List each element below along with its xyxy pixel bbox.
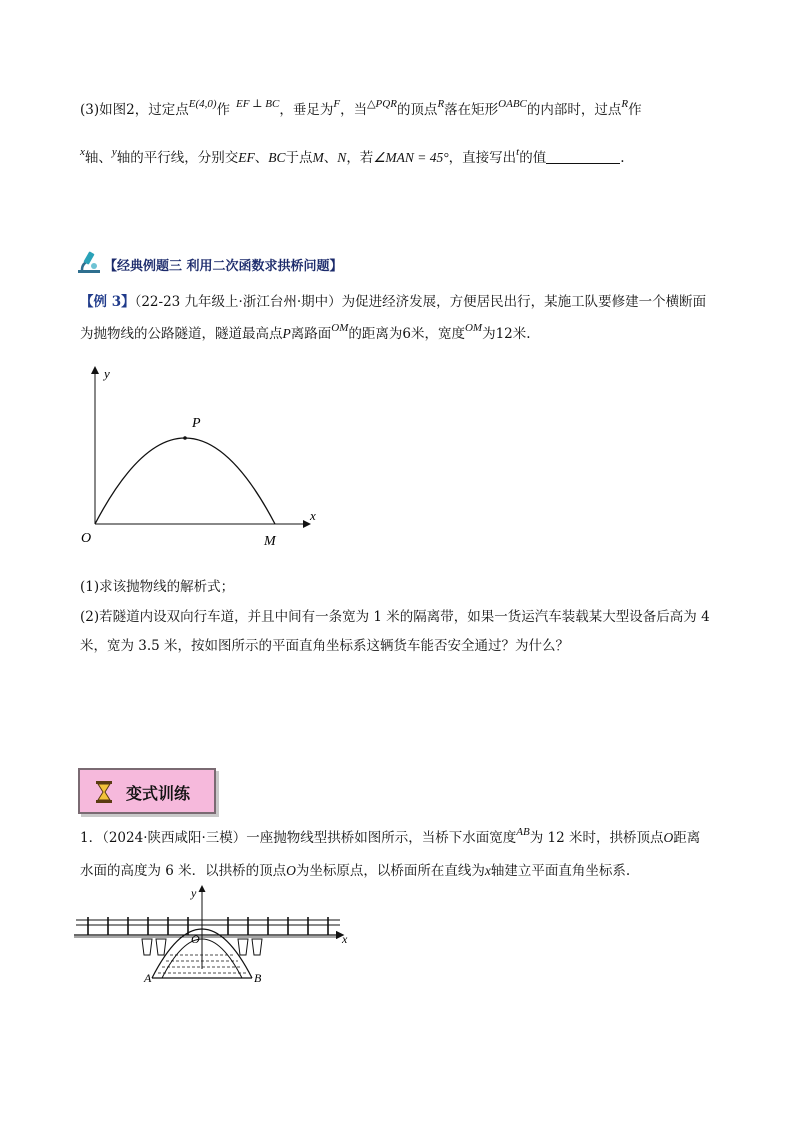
practice-label: 变式训练 [126, 784, 191, 803]
question-1: (1)求该抛物线的解析式； [80, 579, 235, 595]
problem1-line1: 1．（2024·陕西咸阳·三模）一座抛物线型拱桥如图所示，当桥下水面宽度$^{AB}$为 12 米时，拱桥顶点O距离 [80, 826, 701, 846]
angle-formula: ∠MAN = 45° [373, 150, 449, 165]
point-M-label: M [264, 534, 276, 549]
microscope-icon [76, 249, 102, 279]
arch-bridge-diagram [70, 883, 360, 993]
question-2-line2: 米，宽为 3.5 米，按如图所示的平面直角坐标系这辆货车能否安全通过？为什么？ [80, 638, 570, 654]
perpendicular-formula: EF ⊥ BC [236, 98, 280, 110]
point-B-label: B [254, 971, 262, 985]
point-P-label: P [192, 416, 201, 431]
answer-blank [546, 149, 620, 164]
problem1-line2: 水面的高度为 6 米．以拱桥的顶点O为坐标原点，以桥面所在直线为x轴建立平面直角坐标系. [80, 863, 631, 879]
tunnel-parabola-diagram [76, 360, 336, 560]
point-A-label: A [144, 971, 152, 985]
point-E-formula: E(4,0) [188, 98, 217, 110]
x-axis-label: x [342, 932, 348, 946]
y-axis-label: y [191, 886, 197, 900]
vertex-point [183, 436, 187, 440]
practice-badge [78, 768, 216, 814]
x-axis-label: x [310, 508, 316, 523]
part3-line1: (3)如图2，过定点$^{E(4,0)}$作 $^{EF \perp BC}$，垂足为$^F$，当$^{\triangle PQR}$的顶点$^R$落在矩形$^{OABC}$的内部时，过点$^R$作 [80, 98, 642, 118]
example-tag: 【例 3】 [80, 294, 135, 310]
example3-line1: 【例 3】（22-23 九年级上·浙江台州·期中）为促进经济发展，方便居民出行，某施工队要修建一个横断面 [80, 294, 707, 310]
y-axis-label: y [104, 366, 110, 381]
hourglass-icon [94, 780, 114, 808]
parabola-curve [95, 438, 275, 524]
question-2-line1: (2)若隧道内设双向行车道，并且中间有一条宽为 1 米的隔离带，如果一货运汽车装载某大型设备后高为 4 [80, 609, 710, 625]
example3-line2: 为抛物线的公路隧道，隧道最高点P离路面$^{OM}$的距离为6米，宽度$^{OM}$为12米. [80, 322, 531, 342]
part3-line2: $^x$轴、$^y$轴的平行线，分别交EF、BC于点M、N，若∠MAN = 45°，直接写出$^t$的值 . [80, 146, 625, 166]
origin-label: O [81, 531, 92, 546]
section-title: 【经典例题三 利用二次函数求拱桥问题】 [104, 259, 343, 274]
origin-label: O [191, 932, 200, 946]
